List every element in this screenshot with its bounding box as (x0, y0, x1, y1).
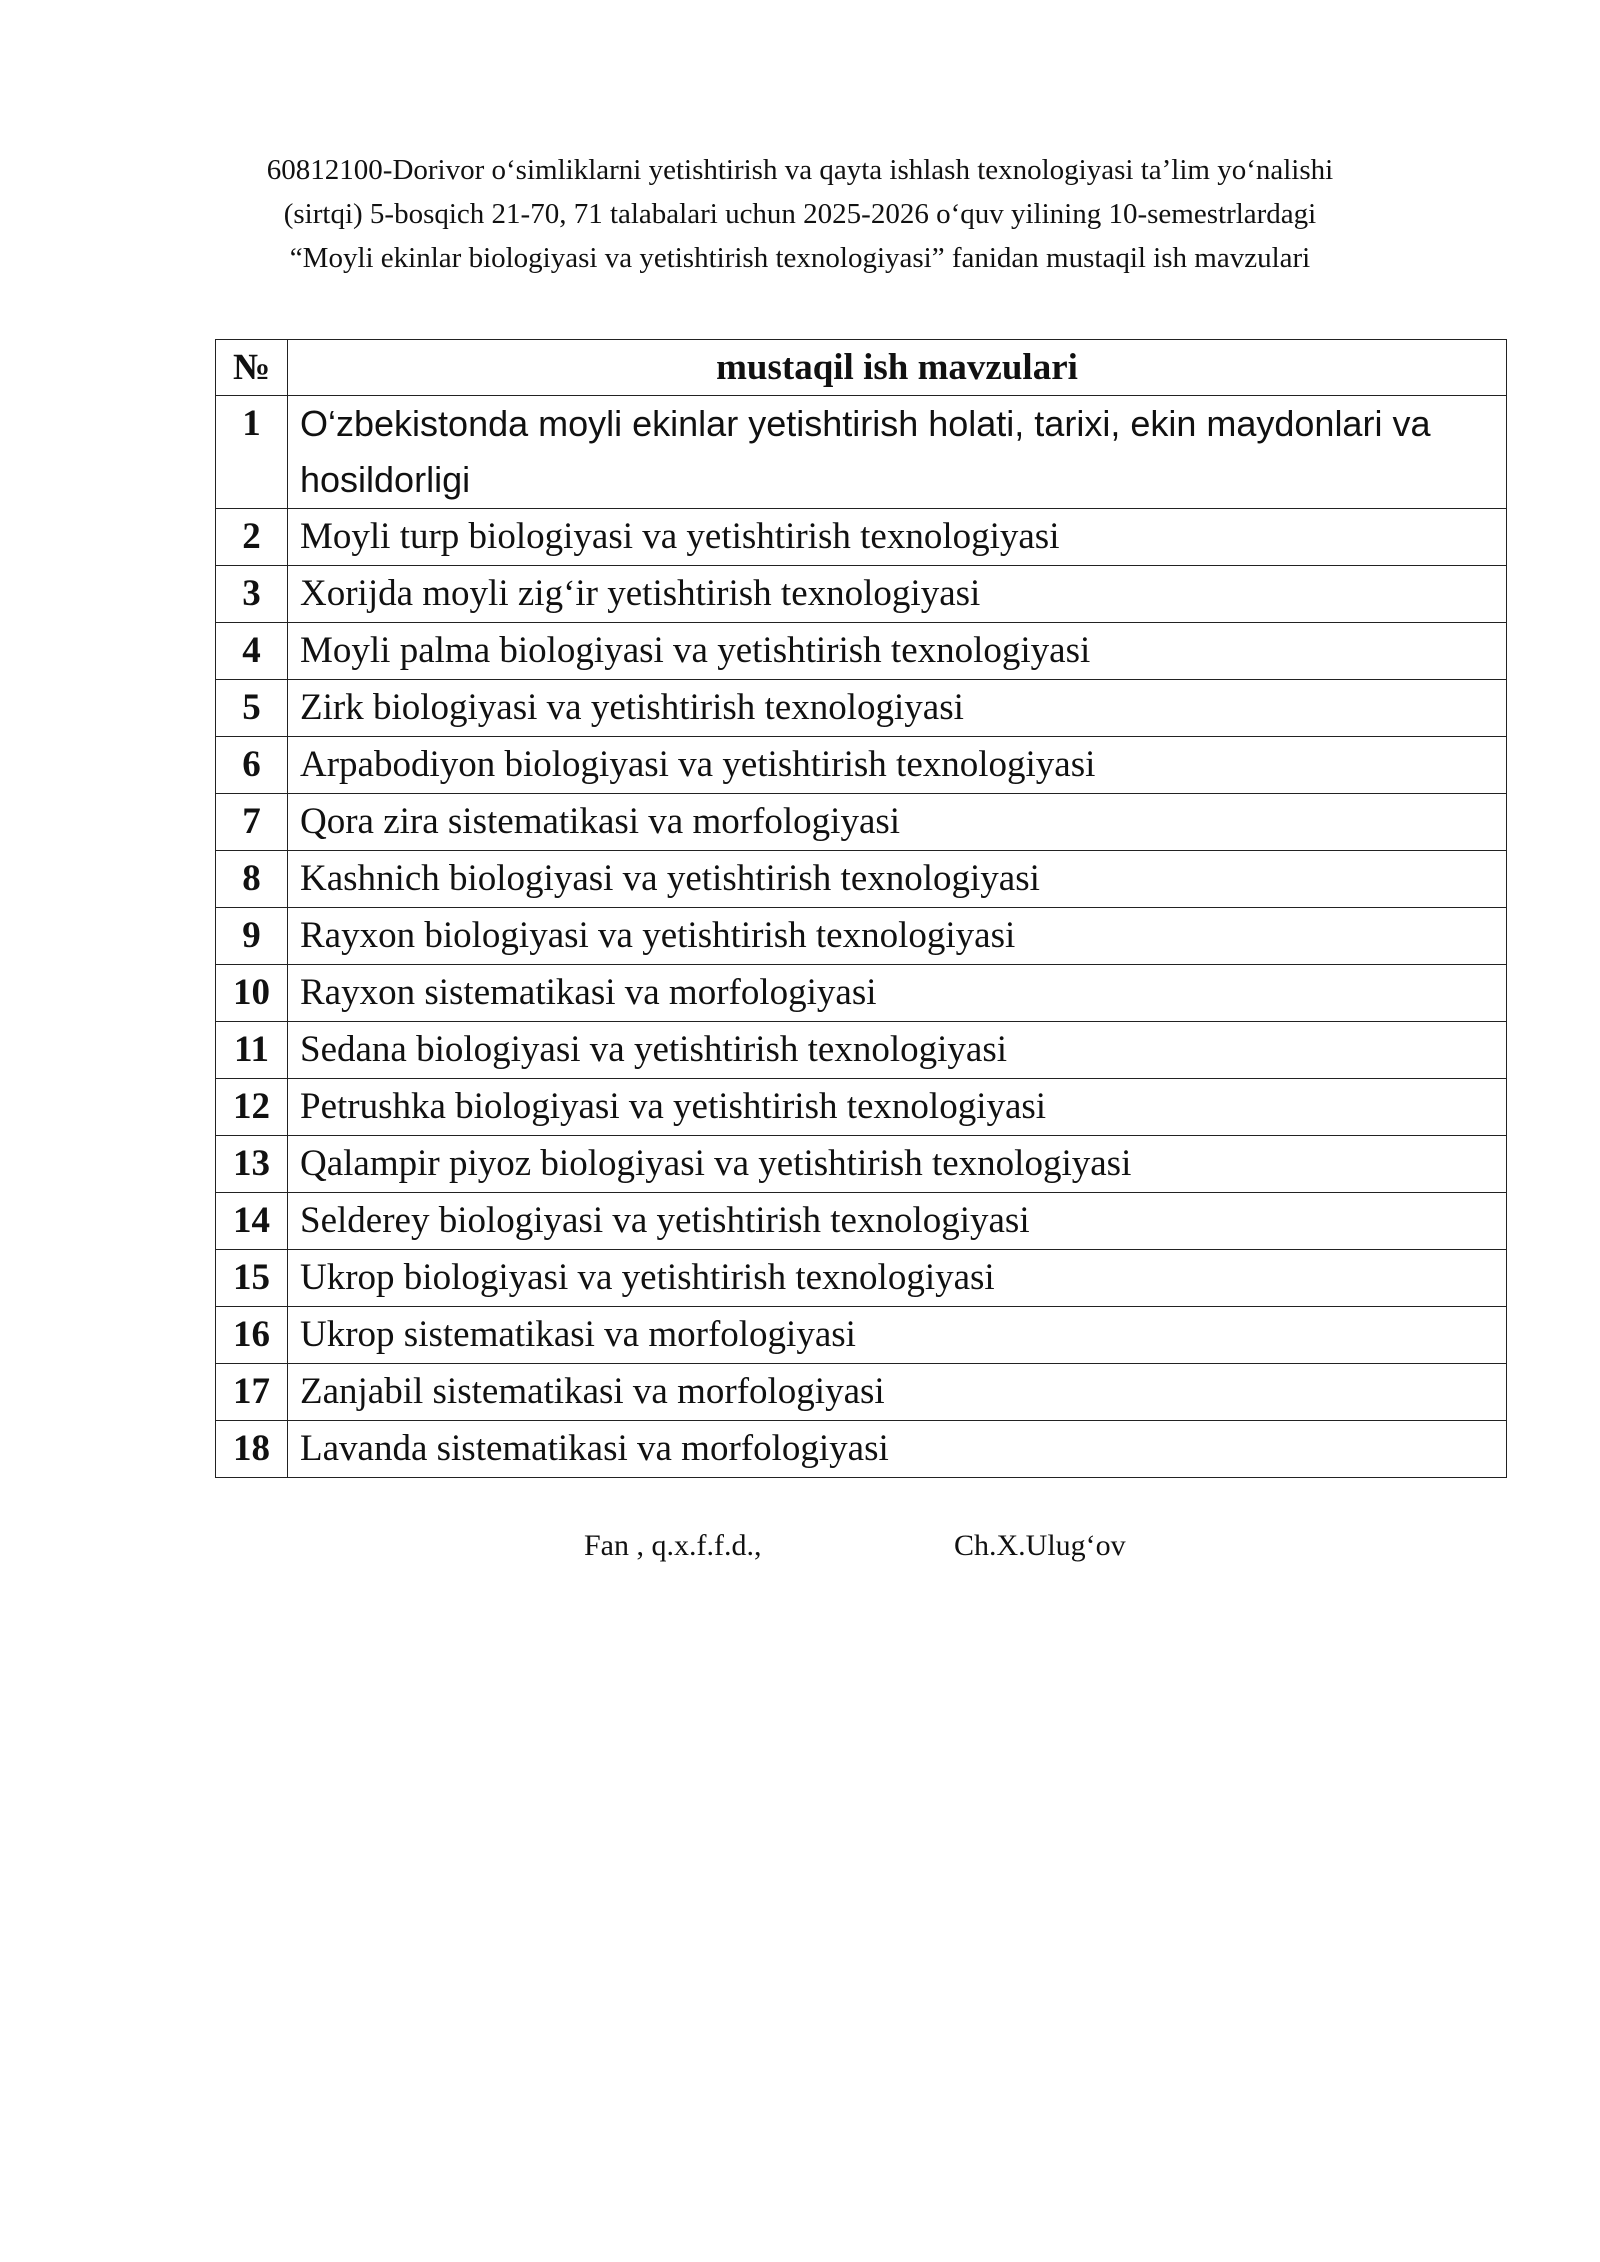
row-number: 6 (216, 737, 288, 794)
table-row (216, 794, 1507, 851)
row-topic: Arpabodiyon biologiyasi va yetishtirish texnologiyasi (288, 737, 1507, 794)
row-topic: Lavanda sistematikasi va morfologiyasi (288, 1421, 1507, 1478)
row-number: 11 (216, 1022, 288, 1079)
row-topic: Petrushka biologiyasi va yetishtirish texnologiyasi (288, 1079, 1507, 1136)
signature-position: Fan , q.x.f.f.d., (584, 1529, 762, 1562)
table-row (216, 1250, 1507, 1307)
row-number: 3 (216, 566, 288, 623)
table-row (216, 1307, 1507, 1364)
heading-line-2: (sirtqi) 5-bosqich 21-70, 71 talabalari uchun 2025-2026 o‘quv yilining 10-semestrlardagi (283, 198, 1317, 230)
row-number: 4 (216, 623, 288, 680)
row-topic: Ukrop biologiyasi va yetishtirish texnologiyasi (288, 1250, 1507, 1307)
row-topic: Zirk biologiyasi va yetishtirish texnologiyasi (288, 680, 1507, 737)
row-number: 15 (216, 1250, 288, 1307)
row-number: 14 (216, 1193, 288, 1250)
row-number: 7 (216, 794, 288, 851)
table-row (216, 1136, 1507, 1193)
row-number: 16 (216, 1307, 288, 1364)
table-row (216, 680, 1507, 737)
table-row (216, 851, 1507, 908)
table-row (216, 1022, 1507, 1079)
row-topic: Qora zira sistematikasi va morfologiyasi (288, 794, 1507, 851)
table-row (216, 1193, 1507, 1250)
row-topic: Sedana biologiyasi va yetishtirish texnologiyasi (288, 1022, 1507, 1079)
row-number: 2 (216, 509, 288, 566)
row-number: 18 (216, 1421, 288, 1478)
table-row (216, 396, 1507, 509)
row-number: 8 (216, 851, 288, 908)
row-topic: Kashnich biologiyasi va yetishtirish texnologiyasi (288, 851, 1507, 908)
row-topic: Rayxon sistematikasi va morfologiyasi (288, 965, 1507, 1022)
row-topic: Moyli palma biologiyasi va yetishtirish texnologiyasi (288, 623, 1507, 680)
row-number: 5 (216, 680, 288, 737)
table-row (216, 1079, 1507, 1136)
row-number: 12 (216, 1079, 288, 1136)
table-row (216, 566, 1507, 623)
heading-line-1: 60812100-Dorivor o‘simliklarni yetishtirish va qayta ishlash texnologiyasi ta’lim yo‘nalishi (266, 154, 1334, 186)
table-row (216, 737, 1507, 794)
column-header-topic: mustaqil ish mavzulari (288, 340, 1507, 396)
row-topic: Qalampir piyoz biologiyasi va yetishtirish texnologiyasi (288, 1136, 1507, 1193)
row-topic: Zanjabil sistematikasi va morfologiyasi (288, 1364, 1507, 1421)
document-heading (200, 148, 1400, 280)
column-header-number: № (216, 340, 288, 396)
table-row (216, 1364, 1507, 1421)
table-header-row (216, 340, 1507, 396)
table-row (216, 509, 1507, 566)
row-topic: Xorijda moyli zig‘ir yetishtirish texnologiyasi (288, 566, 1507, 623)
row-number: 10 (216, 965, 288, 1022)
row-topic: Ukrop sistematikasi va morfologiyasi (288, 1307, 1507, 1364)
row-number: 1 (216, 396, 288, 509)
row-topic: O‘zbekistonda moyli ekinlar yetishtirish holati, tarixi, ekin maydonlari va hosildorligi (288, 396, 1507, 509)
topics-table (215, 339, 1507, 1478)
row-number: 17 (216, 1364, 288, 1421)
table-row (216, 1421, 1507, 1478)
table-row (216, 623, 1507, 680)
table-row (216, 965, 1507, 1022)
signature-name: Ch.X.Ulug‘ov (954, 1529, 1126, 1562)
table-row (216, 908, 1507, 965)
row-topic: Moyli turp biologiyasi va yetishtirish texnologiyasi (288, 509, 1507, 566)
row-topic: Selderey biologiyasi va yetishtirish texnologiyasi (288, 1193, 1507, 1250)
row-topic: Rayxon biologiyasi va yetishtirish texnologiyasi (288, 908, 1507, 965)
heading-line-3: “Moyli ekinlar biologiyasi va yetishtirish texnologiyasi” fanidan mustaqil ish mavzulari (289, 242, 1311, 274)
row-number: 13 (216, 1136, 288, 1193)
row-number: 9 (216, 908, 288, 965)
